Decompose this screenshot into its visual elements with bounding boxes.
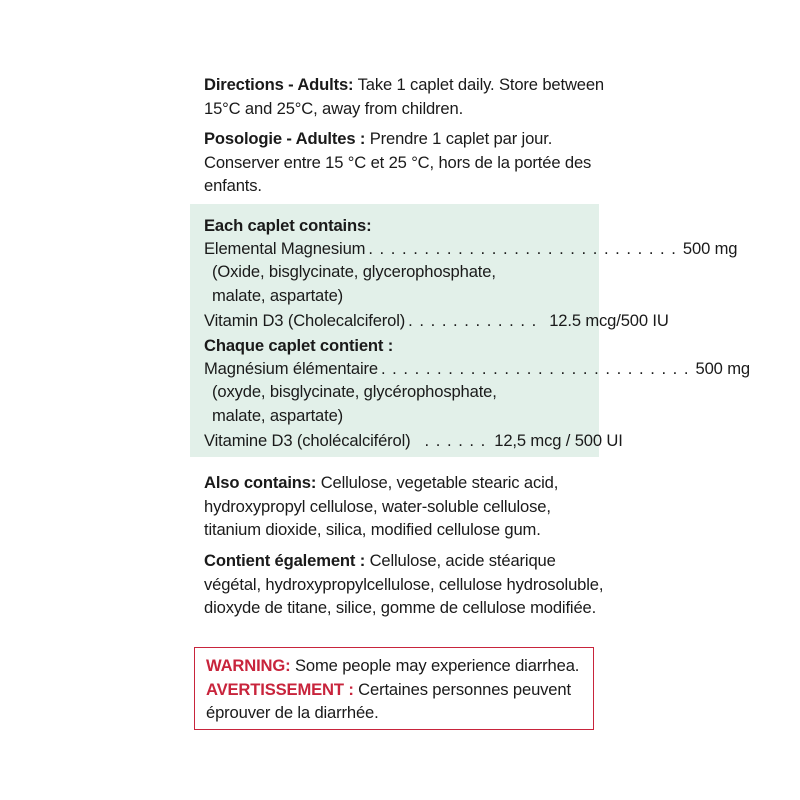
ingredient-amount: 12,5 mcg / 500 UI (494, 430, 623, 450)
ingredient-row (204, 237, 738, 260)
warning-box (194, 647, 594, 730)
ingredient-amount: 500 mg (682, 239, 738, 259)
ingredient-name: Vitamin D3 (Cholecalciferol) (204, 310, 406, 330)
directions-english-heading: Directions - Adults: (204, 75, 354, 94)
ingredient-name: Magnésium élémentaire (204, 359, 378, 379)
also-contains-french-heading: Contient également : (204, 551, 366, 570)
warning-english-text: Some people may experience diarrhea. (290, 656, 580, 675)
leader-dots: . . . . . . (424, 430, 487, 450)
also-contains-french (204, 549, 604, 620)
also-contains-english-heading: Also contains: (204, 473, 317, 492)
warning-english-heading: WARNING: (206, 656, 291, 675)
ingredient-note: malate, aspartate) (212, 405, 344, 425)
ingredient-note: (Oxide, bisglycinate, glycerophosphate, (212, 262, 496, 282)
ingredient-note: (oxyde, bisglycinate, glycérophosphate, (212, 382, 497, 402)
warning-french (206, 678, 586, 725)
also-contains-english (204, 471, 604, 542)
ingredient-name: Vitamine D3 (cholécalciférol) (204, 430, 411, 450)
ingredient-row (204, 357, 750, 380)
directions-french-heading: Posologie - Adultes : (204, 129, 366, 148)
directions-english (204, 73, 604, 120)
ingredients-panel (190, 204, 750, 457)
ingredient-note: malate, aspartate) (212, 285, 344, 305)
leader-dots: . . . . . . . . . . . . . . . . . . . . . . . . . . . . (380, 359, 690, 379)
directions-french-text: Prendre 1 caplet par jour. Conserver entre 15 °C et 25 °C, hors de la portée des enfants. (204, 129, 592, 195)
warning-french-text: Certaines personnes peuvent éprouver de la diarrhée. (206, 679, 571, 722)
ingredient-amount: 12.5 mcg/500 IU (549, 310, 669, 330)
ingredients-french-heading: Chaque caplet contient : (204, 336, 394, 356)
directions-french (204, 127, 604, 198)
ingredients-english-heading: Each caplet contains: (204, 216, 372, 235)
ingredient-amount: 500 mg (695, 359, 750, 379)
ingredient-name: Elemental Magnesium (204, 239, 366, 259)
warning-french-heading: AVERTISSEMENT : (206, 679, 354, 699)
ingredient-row (204, 429, 623, 452)
leader-dots: . . . . . . . . . . . . (408, 310, 538, 330)
leader-dots: . . . . . . . . . . . . . . . . . . . . . . . . . . . . (368, 239, 677, 259)
directions-english-text: Take 1 caplet daily. Store between 15°C and 25°C, away from children. (204, 75, 605, 118)
also-contains-english-text: Cellulose, vegetable stearic acid, hydroxypropyl cellulose, water-soluble cellulose, titanium dioxide, silica, modified cellulose gum. (204, 473, 559, 539)
warning-english (206, 654, 586, 678)
ingredient-row (204, 309, 669, 332)
also-contains-french-text: Cellulose, acide stéarique végétal, hydroxypropylcellulose, cellulose hydrosoluble, dioxyde de titane, silice, gomme de cellulose modifiée. (204, 551, 604, 617)
